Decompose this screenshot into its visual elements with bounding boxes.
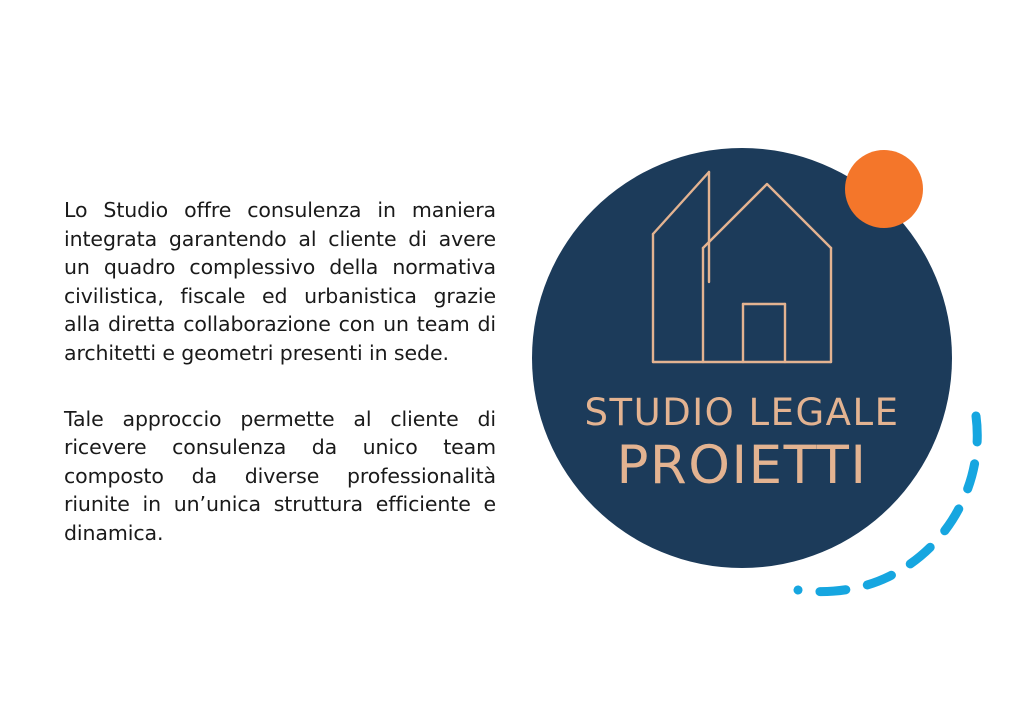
house-outline-icon [645,156,840,391]
body-text-column [64,196,496,548]
logo-wordmark-line-2: PROIETTI [616,435,868,496]
paragraph-1: Lo Studio offre consulenza in maniera integrata garantendo al cliente di avere un quadro complessivo della normativa civilistica, fiscale ed urbanistica grazie alla diretta collaborazione con un team di architetti e geometri presenti in sede. [64,198,496,365]
logo-wordmark [532,391,952,495]
logo-wordmark-line-1: STUDIO LEGALE [584,391,900,434]
paragraph-2: Tale approccio permette al cliente di ricevere consulenza da unico team composto da diverse professionalità riunite in un’unica struttura efficiente e dinamica. [64,406,496,545]
orange-dot-accent [845,150,923,228]
logo-lockup [520,128,990,608]
